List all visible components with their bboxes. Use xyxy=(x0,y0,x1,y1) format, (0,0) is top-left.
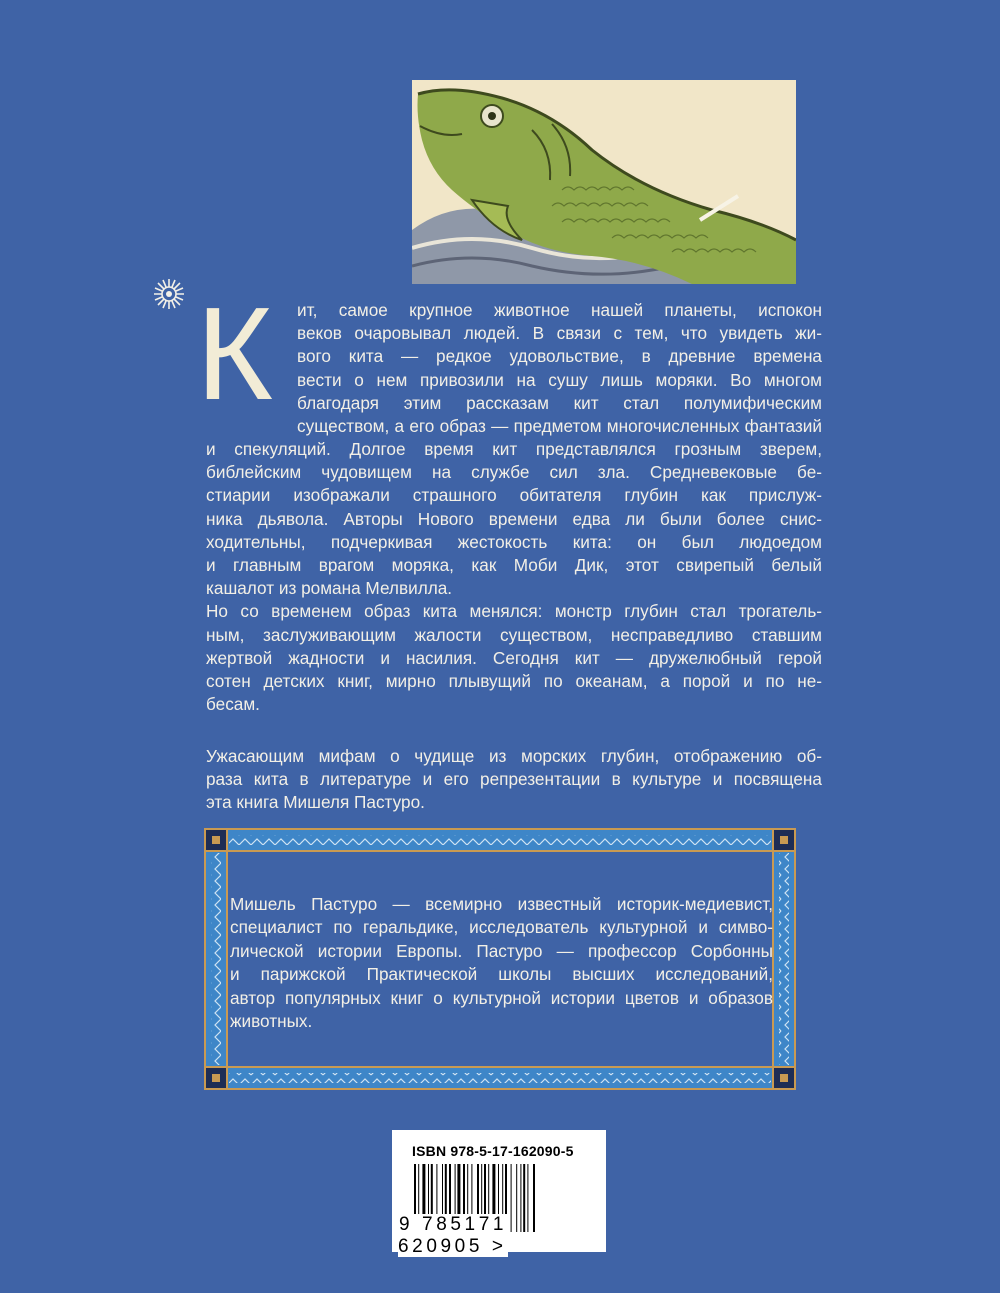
text-line: бесам. xyxy=(206,694,260,715)
whale-illustration xyxy=(412,80,796,284)
text-line: вести о нем привозили на сушу лишь моряки. Во многом xyxy=(297,369,822,390)
text-line: ника дьявола. Авторы Нового времени едва ли были более снис- xyxy=(206,508,822,529)
text-line: жертвой жадности и насилия. Сегодня кит — дружелюбный герой xyxy=(206,647,822,668)
text-line: ит, самое крупное животное нашей планеты, испокон xyxy=(297,300,822,320)
author-bio xyxy=(230,893,773,1033)
text-line: животных. xyxy=(230,1010,313,1031)
text-line: специалист по геральдике, исследователь культурной и симво- xyxy=(230,917,773,938)
text-line: существом, а его образ — предметом многочисленных фантазий xyxy=(297,415,822,436)
text-line: и спекуляций. Долгое время кит представлялся грозным зверем, xyxy=(206,439,822,459)
text-line: Ужасающим мифам о чудище из морских глубин, отображению об- xyxy=(206,746,822,766)
text-line: и парижской Практической школы высших исследований, xyxy=(230,964,773,985)
text-line: сотен детских книг, мирно плывущий по океанам, а порой и по не- xyxy=(206,670,822,691)
text-line: веков очаровывал людей. В связи с тем, что увидеть жи- xyxy=(297,323,822,344)
text-line: библейским чудовищем на службе сил зла. Средневековые бе- xyxy=(206,462,822,483)
text-line: лической истории Европы. Пастуро — профессор Сорбонны xyxy=(230,940,773,961)
barcode-digits: 9 785171 620905 > xyxy=(398,1214,508,1257)
text-line: благодаря этим рассказам кит стал полумифическим xyxy=(297,392,822,413)
text-line: ходительны, подчеркивая жестокость кита: он был людоедом xyxy=(206,531,822,552)
text-line: Мишель Пастуро — всемирно известный историк-медиевист, xyxy=(230,894,773,914)
text-line: раза кита в литературе и его репрезентации в культуре и посвящена xyxy=(206,769,822,790)
barcode-number xyxy=(398,1214,594,1258)
drop-cap-letter: К xyxy=(196,280,273,427)
text-line: кашалот из романа Мелвилла. xyxy=(206,578,453,599)
intro-paragraph-top xyxy=(297,299,822,438)
isbn-label: ISBN 978-5-17-162090-5 xyxy=(412,1143,574,1159)
text-line: автор популярных книг о культурной истории цветов и образов xyxy=(230,987,773,1008)
text-line: ным, заслуживающим жалости существом, несправедливо ставшим xyxy=(206,624,822,645)
intro-paragraph-rest xyxy=(206,438,822,716)
text-line: эта книга Мишеля Пастуро. xyxy=(206,792,425,813)
text-line: Но со временем образ кита менялся: монстр глубин стал трогатель- xyxy=(206,601,822,622)
text-line: стиарии изображали страшного обитателя глубин как прислуж- xyxy=(206,485,822,506)
text-line: и главным врагом моряка, как Моби Дик, этот свирепый белый xyxy=(206,554,822,575)
star-ornament-icon xyxy=(152,277,186,311)
text-line: вого кита — редкое удовольствие, в древние времена xyxy=(297,346,822,367)
summary-paragraph xyxy=(206,745,822,815)
